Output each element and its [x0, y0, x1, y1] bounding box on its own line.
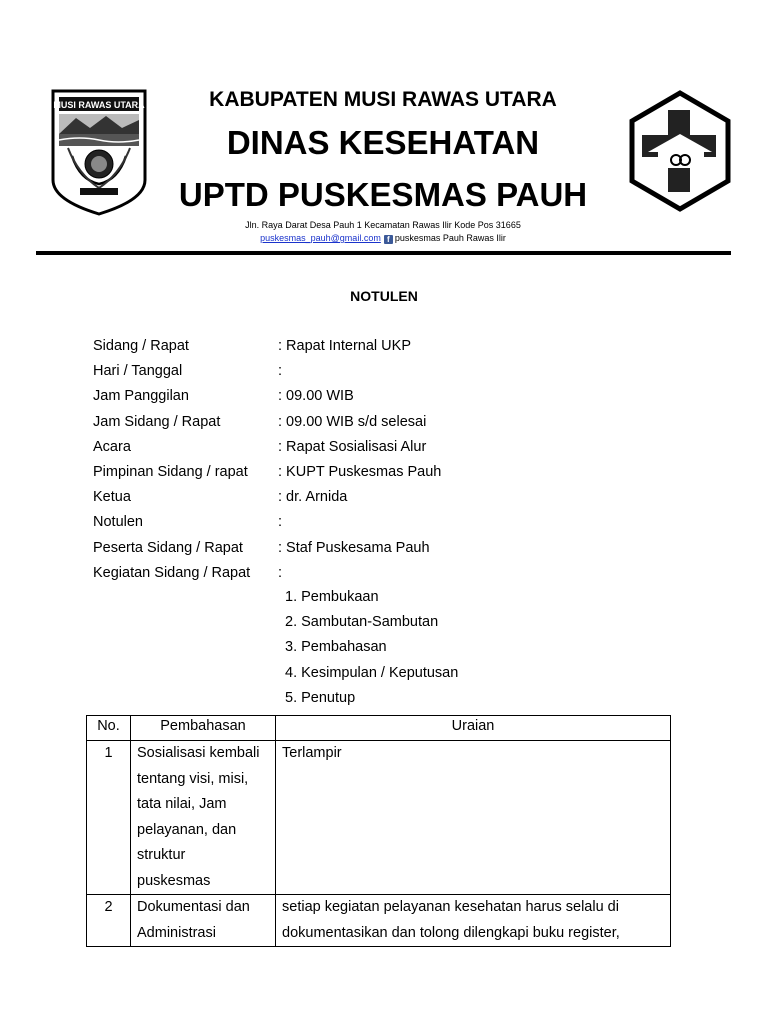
info-value: : [278, 564, 283, 581]
info-value: : 09.00 WIB [278, 388, 354, 405]
agency-name: DINAS KESEHATAN [226, 124, 540, 161]
cell-line: tata nilai, Jam [137, 796, 227, 812]
regency-name: KABUPATEN MUSI RAWAS UTARA [209, 88, 557, 111]
cell-line: tentang visi, misi, [137, 770, 249, 787]
info-label: Kegiatan Sidang / Rapat [93, 564, 251, 581]
table-row [87, 741, 671, 895]
agenda-item: 2. Sambutan-Sambutan [285, 614, 439, 631]
document-title: NOTULEN [350, 288, 418, 304]
info-label: Sidang / Rapat [93, 338, 189, 354]
cell-line: Administrasi [137, 924, 216, 941]
agenda-list [285, 585, 458, 711]
minutes-table [86, 715, 671, 947]
info-label: Peserta Sidang / Rapat [93, 539, 243, 556]
row-pembahasan [131, 741, 276, 895]
info-label: Acara [93, 438, 131, 455]
info-label: Jam Panggilan [93, 388, 189, 405]
info-label: Pimpinan Sidang / rapat [93, 464, 248, 481]
address-line: Jln. Raya Darat Desa Pauh 1 Kecamatan Rawas Ilir Kode Pos 31665 [245, 220, 521, 230]
facebook-name: puskesmas Pauh Rawas Ilir [394, 233, 506, 243]
info-label: Jam Sidang / Rapat [93, 413, 221, 430]
cell-line: Dokumentasi dan [137, 899, 250, 915]
contact-line [140, 233, 626, 244]
cell-line: setiap kegiatan pelayanan kesehatan harus selalu di [282, 899, 619, 915]
cell-line: struktur [137, 847, 186, 863]
table-header-row [87, 716, 671, 741]
row-uraian [276, 895, 671, 947]
table-row [87, 895, 671, 947]
cell-line: puskesmas [137, 872, 211, 889]
info-value: : Rapat Sosialisasi Alur [278, 438, 427, 455]
info-value: : [278, 363, 283, 380]
regency-crest-icon [50, 88, 148, 216]
info-values [278, 334, 658, 586]
info-value: : Staf Puskesama Pauh [278, 539, 430, 556]
facebook-icon: f [384, 235, 393, 244]
info-value: : Rapat Internal UKP [278, 338, 411, 354]
info-label: Notulen [93, 514, 143, 531]
cell-line: Terlampir [282, 745, 342, 761]
info-value: : [278, 514, 283, 531]
unit-name: UPTD PUSKESMAS PAUH [178, 176, 588, 213]
agenda-item: 4. Kesimpulan / Keputusan [285, 664, 459, 681]
info-value: : 09.00 WIB s/d selesai [278, 413, 427, 430]
agenda-item: 3. Pembahasan [285, 639, 387, 656]
cell-line: Sosialisasi kembali [137, 745, 260, 761]
row-number: 2 [87, 895, 131, 947]
col-header-pembahasan: Pembahasan [131, 716, 276, 741]
puskesmas-cross-icon [628, 90, 732, 212]
info-value: : dr. Arnida [278, 489, 348, 506]
email-link[interactable]: puskesmas_pauh@gmail.com [260, 233, 381, 243]
col-header-no: No. [87, 716, 131, 741]
info-label: Hari / Tanggal [93, 363, 183, 380]
info-value: : KUPT Puskesmas Pauh [278, 464, 442, 481]
crest-text: MUSI RAWAS UTARA [53, 100, 145, 110]
row-number: 1 [87, 741, 131, 895]
col-header-uraian: Uraian [276, 716, 671, 741]
agenda-item: 5. Penutup [285, 689, 356, 706]
agenda-item: 1. Pembukaan [285, 589, 379, 605]
row-uraian [276, 741, 671, 895]
row-pembahasan [131, 895, 276, 947]
info-labels [93, 334, 283, 586]
info-label: Ketua [93, 489, 131, 506]
cell-line: pelayanan, dan [137, 821, 237, 838]
cell-line: dokumentasikan dan tolong dilengkapi buku register, [282, 924, 620, 941]
header-divider [36, 251, 731, 255]
